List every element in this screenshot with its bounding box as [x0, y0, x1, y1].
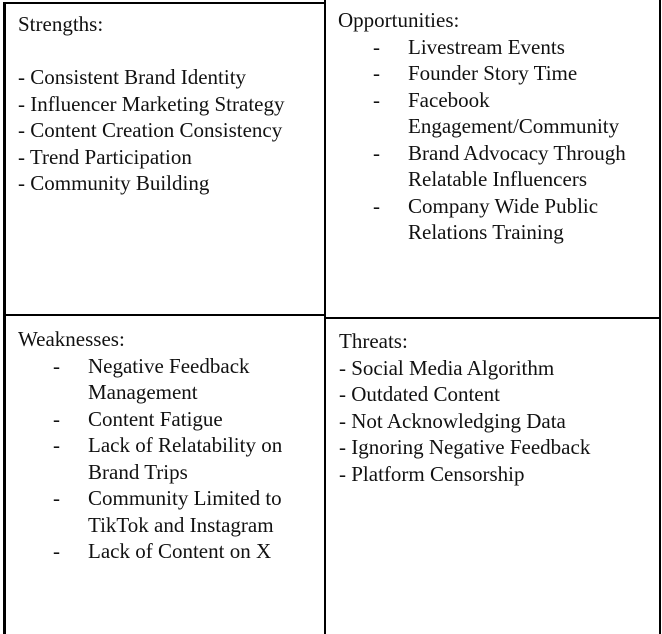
weaknesses-item-text: Community Limited to TikTok and Instagram [88, 486, 282, 537]
weaknesses-item-text: Lack of Content on X [88, 539, 272, 563]
threats-item: - Ignoring Negative Feedback [339, 435, 591, 459]
opportunities-item [338, 193, 656, 246]
weaknesses-list [18, 353, 318, 565]
weaknesses-heading: Weaknesses: [18, 327, 125, 351]
strengths-item: - Trend Participation [18, 144, 192, 169]
border-middle-left [3, 314, 325, 316]
border-middle-right [324, 317, 661, 319]
strengths-heading: Strengths: [18, 12, 104, 36]
bullet-dash: - [373, 140, 380, 165]
strengths-item: - Consistent Brand Identity [18, 65, 247, 89]
weaknesses-cell [18, 326, 318, 565]
opportunities-item-text: Facebook Engagement/Community [408, 87, 620, 138]
weaknesses-item [18, 353, 318, 406]
opportunities-heading: Opportunities: [338, 8, 460, 32]
threats-heading: Threats: [339, 329, 408, 353]
bullet-dash: - [53, 406, 60, 431]
weaknesses-item [18, 432, 318, 485]
bullet-dash: - [53, 539, 60, 563]
bullet-dash: - [53, 353, 60, 378]
threats-item: - Not Acknowledging Data [339, 408, 566, 433]
border-top-left [3, 2, 325, 4]
opportunities-item-text: Livestream Events [408, 34, 565, 59]
opportunities-item [338, 60, 656, 87]
bullet-dash: - [373, 34, 380, 59]
opportunities-item [338, 87, 656, 140]
threats-cell [339, 328, 657, 487]
strengths-item: - Influencer Marketing Strategy [18, 91, 285, 116]
opportunities-item [338, 140, 656, 193]
threats-item: - Outdated Content [339, 382, 500, 406]
threats-item: - Platform Censorship [339, 461, 525, 486]
opportunities-cell [338, 7, 656, 246]
opportunities-list [338, 34, 656, 246]
opportunities-item-text: Brand Advocacy Through Relatable Influencers [408, 140, 626, 191]
strengths-item: - Community Building [18, 171, 210, 195]
bullet-dash: - [53, 433, 60, 457]
bullet-dash: - [373, 87, 380, 112]
weaknesses-item-text: Negative Feedback Management [88, 353, 250, 404]
bullet-dash: - [53, 486, 60, 510]
strengths-item: - Content Creation Consistency [18, 118, 283, 142]
strengths-cell [18, 11, 318, 197]
border-left [3, 2, 6, 634]
bullet-dash: - [373, 193, 380, 218]
opportunities-item [338, 34, 656, 61]
weaknesses-item-text: Content Fatigue [88, 406, 223, 431]
weaknesses-item [18, 406, 318, 433]
weaknesses-item [18, 538, 318, 565]
bullet-dash: - [373, 61, 380, 85]
opportunities-item-text: Founder Story Time [408, 61, 578, 85]
weaknesses-item [18, 485, 318, 538]
weaknesses-item-text: Lack of Relatability on Brand Trips [88, 433, 283, 484]
opportunities-item-text: Company Wide Public Relations Training [408, 193, 599, 244]
strengths-spacer [18, 38, 318, 65]
threats-item: - Social Media Algorithm [339, 355, 555, 380]
